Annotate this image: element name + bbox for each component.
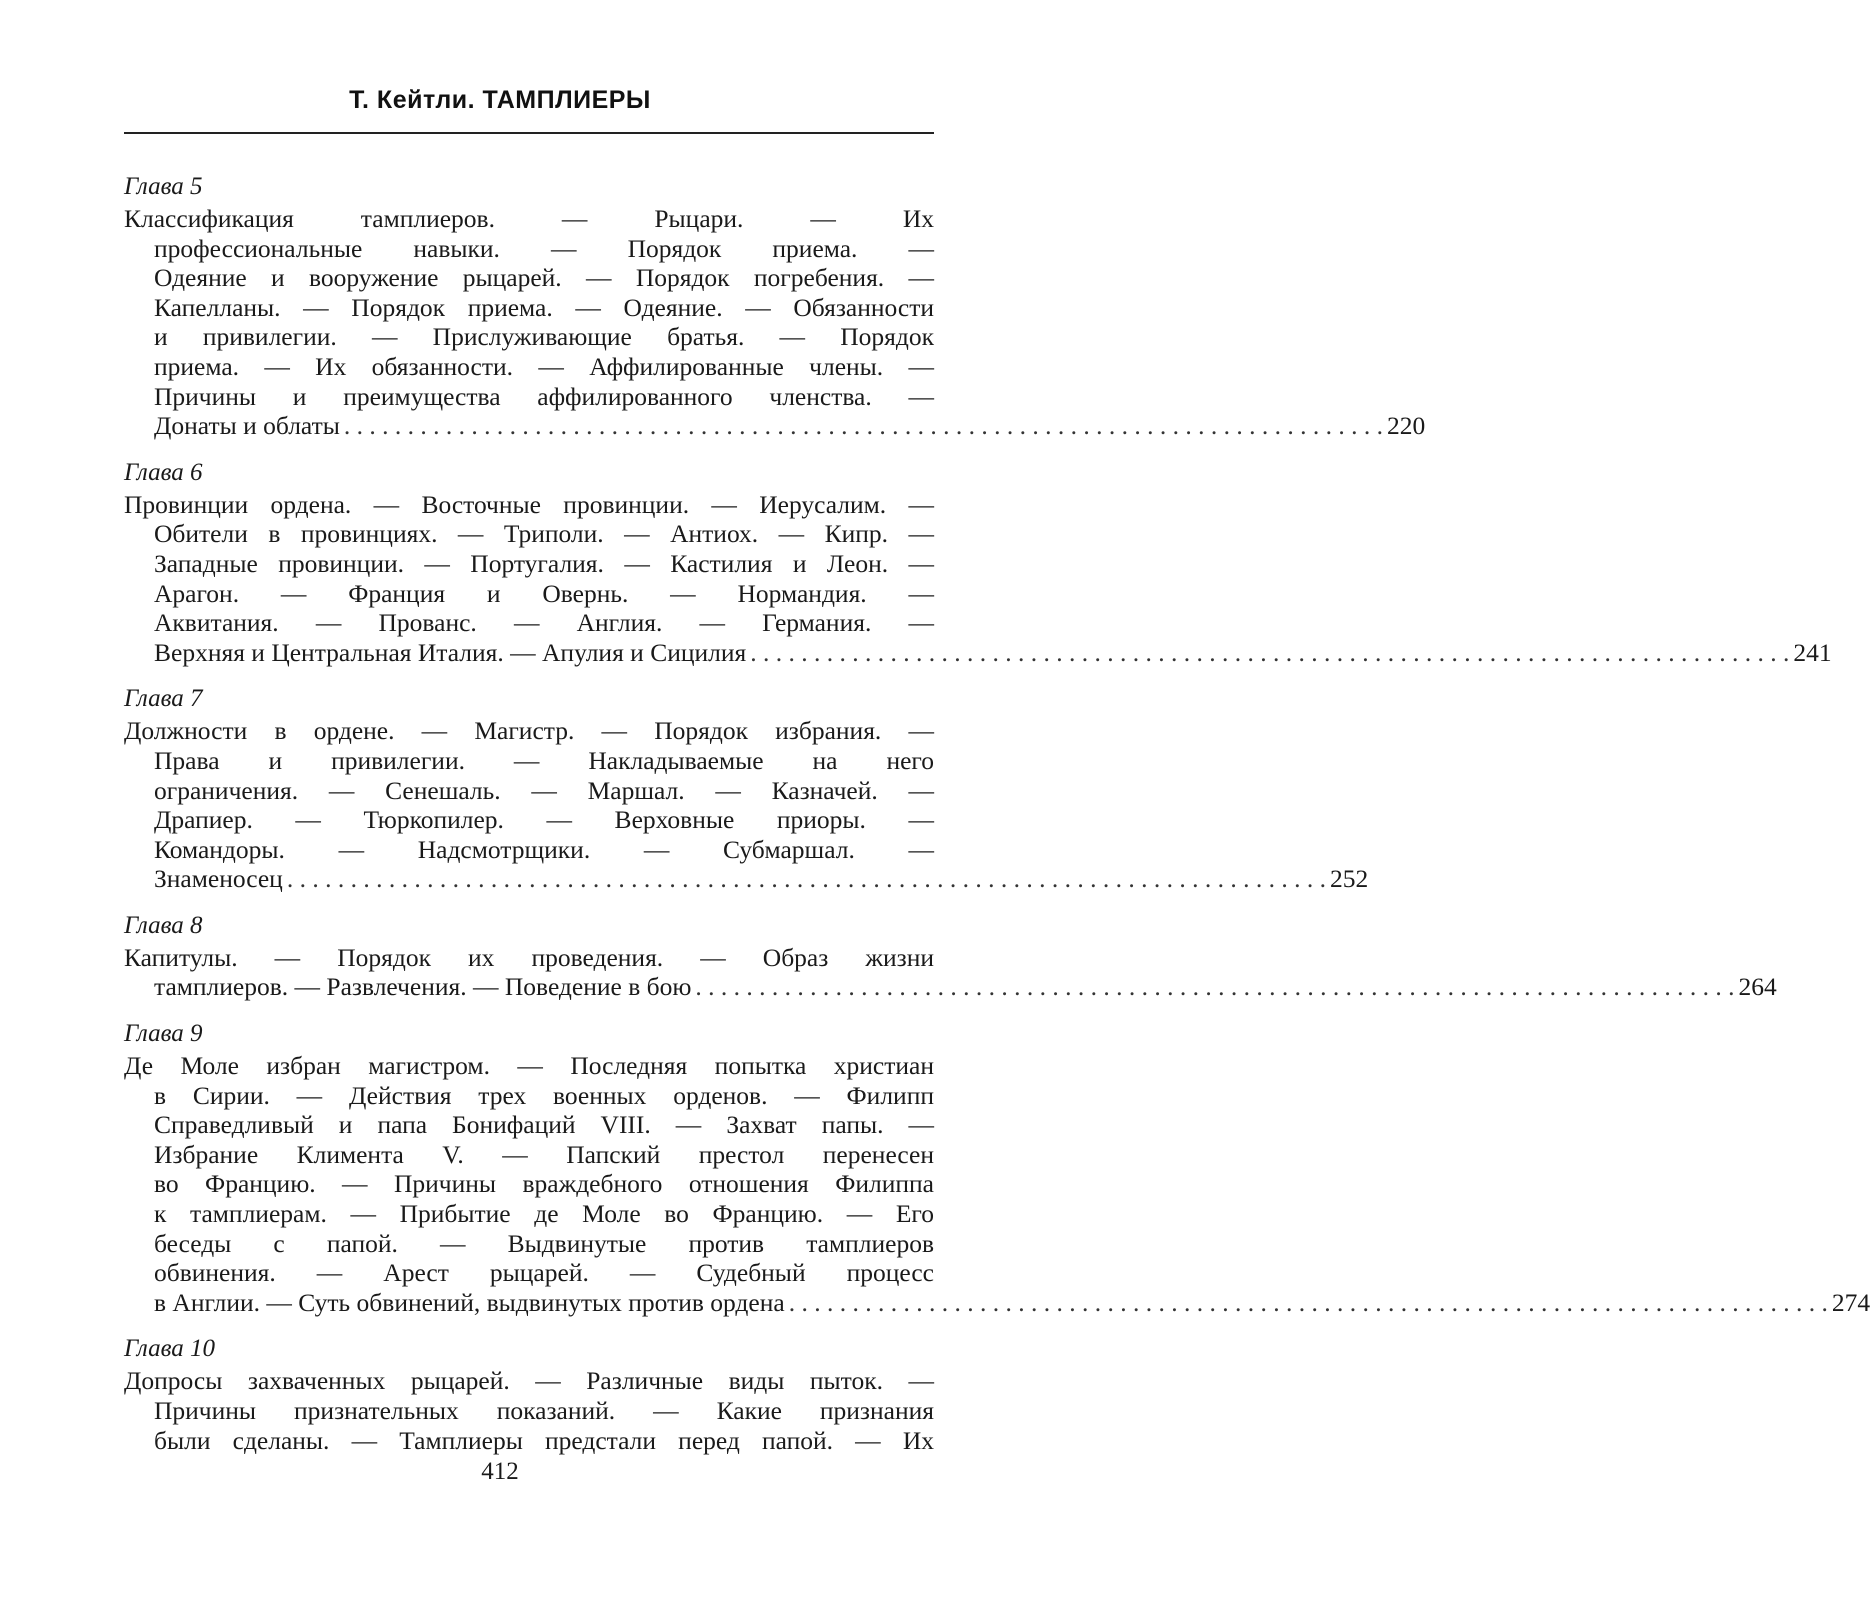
summary-line: тамплиеров. — Развлечения. — Поведение в бою bbox=[154, 972, 692, 1002]
summary-line: Драпиер. — Тюркопилер. — Верховные приоры. — bbox=[154, 805, 934, 835]
summary-line: и привилегии. — Прислуживающие братья. — Порядок bbox=[154, 322, 934, 352]
summary-last-line bbox=[124, 972, 1777, 1002]
toc-chapter bbox=[124, 1019, 1870, 1317]
summary-line: Избрание Климента V. — Папский престол перенесен bbox=[154, 1139, 934, 1169]
summary-line: Верхняя и Центральная Италия. — Апулия и Сицилия bbox=[154, 637, 747, 667]
summary-line: Причины признательных показаний. — Какие признания bbox=[154, 1396, 934, 1425]
summary-line: Западные провинции. — Португалия. — Кастилия и Леон. — bbox=[154, 548, 934, 578]
chapter-label: Глава 5 bbox=[124, 173, 203, 200]
summary-line: Права и привилегии. — Накладываемые на него bbox=[154, 745, 934, 775]
toc-chapter bbox=[124, 684, 1369, 894]
summary-line: беседы с папой. — Выдвинутые против тамплиеров bbox=[154, 1228, 934, 1258]
summary-last-line bbox=[124, 411, 1426, 441]
summary-line: Де Моле избран магистром. — Последняя попытка христиан bbox=[124, 1051, 934, 1081]
toc-chapter bbox=[124, 911, 1777, 1002]
chapter-summary bbox=[124, 942, 1777, 1002]
toc-chapter bbox=[124, 172, 1426, 441]
summary-line: Аквитания. — Прованс. — Англия. — Германия. — bbox=[154, 608, 934, 638]
summary-line: в Англии. — Суть обвинений, выдвинутых против ордена bbox=[154, 1287, 785, 1317]
chapter-label: Глава 10 bbox=[124, 1335, 216, 1363]
summary-line: профессиональные навыки. — Порядок приема. — bbox=[154, 233, 934, 263]
summary-line: Справедливый и папа Бонифаций VIII. — Захват папы. — bbox=[154, 1110, 934, 1140]
chapter-page-number: 264 bbox=[1738, 972, 1777, 1002]
summary-last-line bbox=[124, 1287, 1870, 1318]
chapter-label: Глава 8 bbox=[124, 911, 203, 939]
summary-line: обвинения. — Арест рыцарей. — Судебный процесс bbox=[154, 1258, 934, 1288]
chapter-page-number: 220 bbox=[1387, 411, 1426, 441]
summary-line: были сделаны. — Тамплиеры предстали перед папой. — Их bbox=[154, 1425, 934, 1455]
running-title: Т. Кейтли. ТАМПЛИЕРЫ bbox=[349, 86, 651, 114]
chapter-page-number: 274 bbox=[1831, 1287, 1870, 1317]
dot-leader bbox=[695, 972, 1734, 1001]
summary-line: Командоры. — Надсмотрщики. — Субмаршал. — bbox=[154, 834, 934, 864]
summary-line: Классификация тамплиеров. — Рыцари. — Их bbox=[124, 204, 934, 233]
summary-line: в Сирии. — Действия трех военных орденов. — Филипп bbox=[154, 1080, 934, 1110]
chapter-summary bbox=[124, 716, 1369, 894]
chapter-label: Глава 9 bbox=[124, 1020, 203, 1048]
summary-line: Одеяние и вооружение рыцарей. — Порядок погребения. — bbox=[154, 263, 934, 293]
summary-line: во Францию. — Причины враждебного отношения Филиппа bbox=[154, 1169, 934, 1199]
summary-line: ограничения. — Сенешаль. — Маршал. — Казначей. — bbox=[154, 775, 934, 805]
toc-chapter bbox=[124, 458, 1832, 668]
summary-line: Знаменосец bbox=[154, 864, 283, 894]
toc-chapter bbox=[124, 1334, 934, 1455]
dot-leader bbox=[344, 411, 1383, 440]
dot-leader bbox=[750, 638, 1789, 667]
summary-line: Капитулы. — Порядок их проведения. — Образ жизни bbox=[124, 942, 934, 972]
page-number: 412 bbox=[481, 1458, 519, 1485]
dot-leader bbox=[287, 864, 1326, 893]
summary-last-line bbox=[124, 864, 1369, 894]
summary-line: Провинции ордена. — Восточные провинции. — Иерусалим. — bbox=[124, 489, 934, 519]
summary-line: Арагон. — Франция и Овернь. — Нормандия. — bbox=[154, 578, 934, 608]
chapter-summary bbox=[124, 1366, 934, 1455]
chapter-label: Глава 6 bbox=[124, 458, 203, 486]
chapter-summary bbox=[124, 489, 1832, 668]
summary-line: Донаты и облаты bbox=[154, 411, 340, 441]
chapter-label: Глава 7 bbox=[124, 685, 203, 713]
chapter-summary bbox=[124, 204, 1426, 441]
header-divider bbox=[124, 132, 934, 134]
summary-line: к тамплиерам. — Прибытие де Моле во Францию. — Его bbox=[154, 1199, 934, 1229]
summary-line: Допросы захваченных рыцарей. — Различные виды пыток. — bbox=[124, 1366, 934, 1396]
summary-line: приема. — Их обязанности. — Аффилированные члены. — bbox=[154, 351, 934, 381]
chapter-page-number: 252 bbox=[1329, 864, 1369, 894]
summary-line: Капелланы. — Порядок приема. — Одеяние. — Обязанности bbox=[154, 292, 934, 322]
dot-leader bbox=[789, 1288, 1828, 1317]
table-of-contents bbox=[124, 172, 1870, 1472]
summary-line: Обители в провинциях. — Триполи. — Антиох. — Кипр. — bbox=[154, 519, 934, 549]
summary-line: Причины и преимущества аффилированного членства. — bbox=[154, 381, 934, 411]
running-header bbox=[0, 86, 1000, 115]
summary-last-line bbox=[124, 637, 1832, 668]
summary-line: Должности в ордене. — Магистр. — Порядок избрания. — bbox=[124, 716, 934, 746]
chapter-summary bbox=[124, 1051, 1870, 1317]
chapter-page-number: 241 bbox=[1793, 637, 1832, 667]
